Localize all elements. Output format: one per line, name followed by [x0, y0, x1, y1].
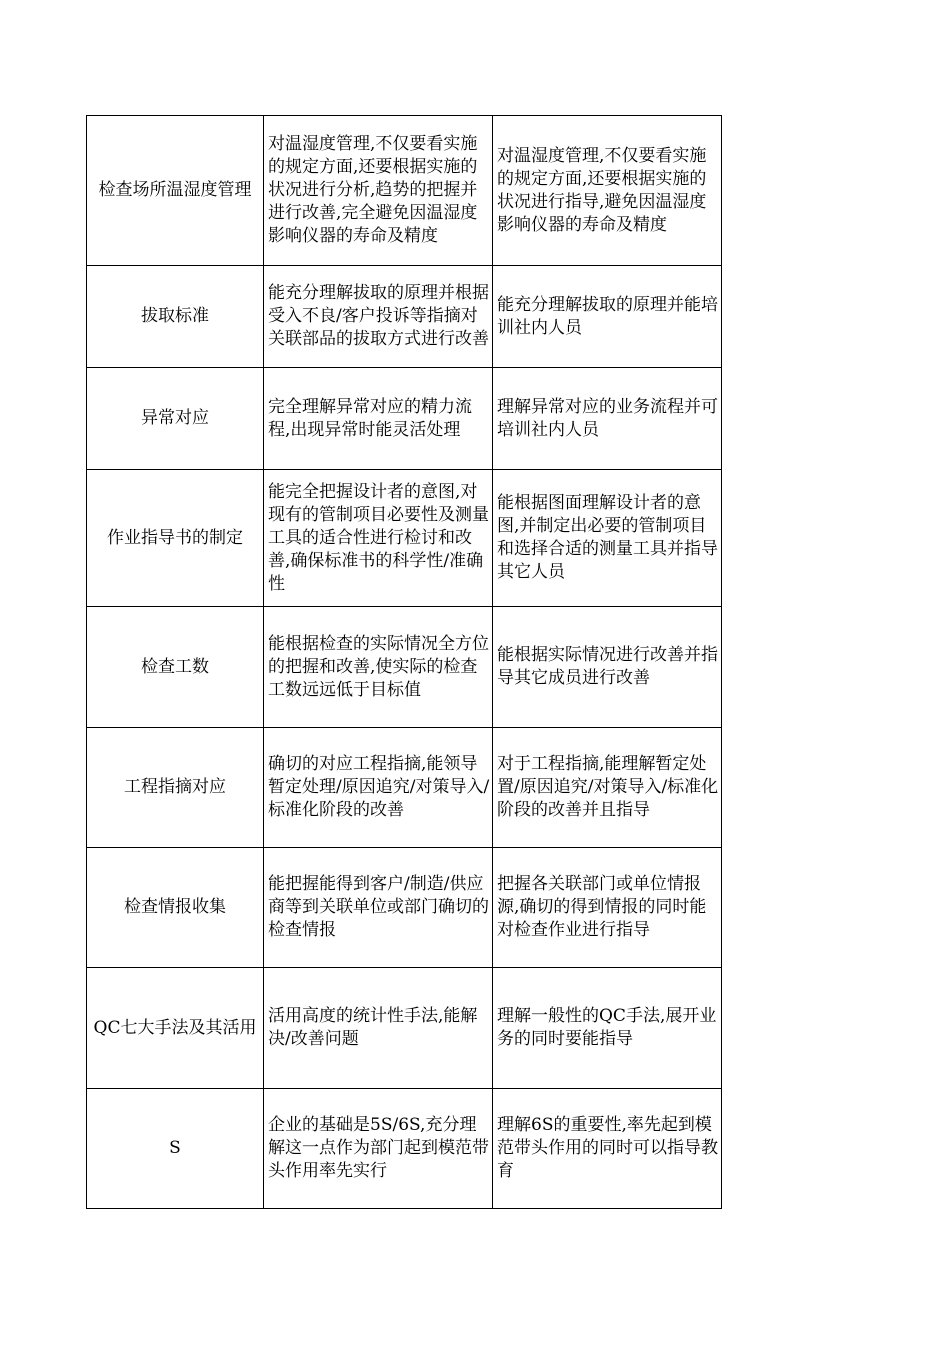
level-b-cell: 能根据实际情况进行改善并指导其它成员进行改善 — [493, 607, 722, 728]
level-a-cell: 能把握能得到客户/制造/供应商等到关联单位或部门确切的检查情报 — [264, 848, 493, 968]
table-row — [87, 116, 722, 266]
level-b-cell: 理解异常对应的业务流程并可培训社内人员 — [493, 368, 722, 470]
level-a-cell: 能根据检查的实际情况全方位的把握和改善,使实际的检查工数远远低于目标值 — [264, 607, 493, 728]
item-cell: 工程指摘对应 — [87, 728, 264, 848]
item-cell: 检查情报收集 — [87, 848, 264, 968]
item-cell: 拔取标准 — [87, 266, 264, 368]
item-cell: 作业指导书的制定 — [87, 470, 264, 607]
item-cell: S — [87, 1089, 264, 1209]
level-a-cell: 对温湿度管理,不仅要看实施的规定方面,还要根据实施的状况进行分析,趋势的把握并进行改善,完全避免因温湿度影响仪器的寿命及精度 — [264, 116, 493, 266]
table-row — [87, 368, 722, 470]
table-row — [87, 266, 722, 368]
table-row — [87, 1089, 722, 1209]
skill-standard-table — [86, 115, 722, 1209]
level-b-cell: 把握各关联部门或单位情报源,确切的得到情报的同时能对检查作业进行指导 — [493, 848, 722, 968]
level-a-cell: 确切的对应工程指摘,能领导暂定处理/原因追究/对策导入/标准化阶段的改善 — [264, 728, 493, 848]
table-row — [87, 848, 722, 968]
table-row — [87, 968, 722, 1089]
level-a-cell: 完全理解异常对应的精力流程,出现异常时能灵活处理 — [264, 368, 493, 470]
table-row — [87, 728, 722, 848]
level-b-cell: 能充分理解拔取的原理并能培训社内人员 — [493, 266, 722, 368]
table-row — [87, 470, 722, 607]
level-a-cell: 能充分理解拔取的原理并根据受入不良/客户投诉等指摘对关联部品的拔取方式进行改善 — [264, 266, 493, 368]
item-cell: 检查工数 — [87, 607, 264, 728]
item-cell: QC七大手法及其活用 — [87, 968, 264, 1089]
level-b-cell: 理解6S的重要性,率先起到模范带头作用的同时可以指导教育 — [493, 1089, 722, 1209]
level-a-cell: 活用高度的统计性手法,能解决/改善问题 — [264, 968, 493, 1089]
level-b-cell: 对于工程指摘,能理解暂定处置/原因追究/对策导入/标准化阶段的改善并且指导 — [493, 728, 722, 848]
item-cell: 异常对应 — [87, 368, 264, 470]
level-b-cell: 理解一般性的QC手法,展开业务的同时要能指导 — [493, 968, 722, 1089]
level-b-cell: 对温湿度管理,不仅要看实施的规定方面,还要根据实施的状况进行指导,避免因温湿度影响仪器的寿命及精度 — [493, 116, 722, 266]
item-cell: 检查场所温湿度管理 — [87, 116, 264, 266]
level-a-cell: 能完全把握设计者的意图,对现有的管制项目必要性及测量工具的适合性进行检讨和改善,确保标准书的科学性/准确性 — [264, 470, 493, 607]
level-a-cell: 企业的基础是5S/6S,充分理解这一点作为部门起到模范带头作用率先实行 — [264, 1089, 493, 1209]
table-row — [87, 607, 722, 728]
level-b-cell: 能根据图面理解设计者的意图,并制定出必要的管制项目和选择合适的测量工具并指导其它人员 — [493, 470, 722, 607]
